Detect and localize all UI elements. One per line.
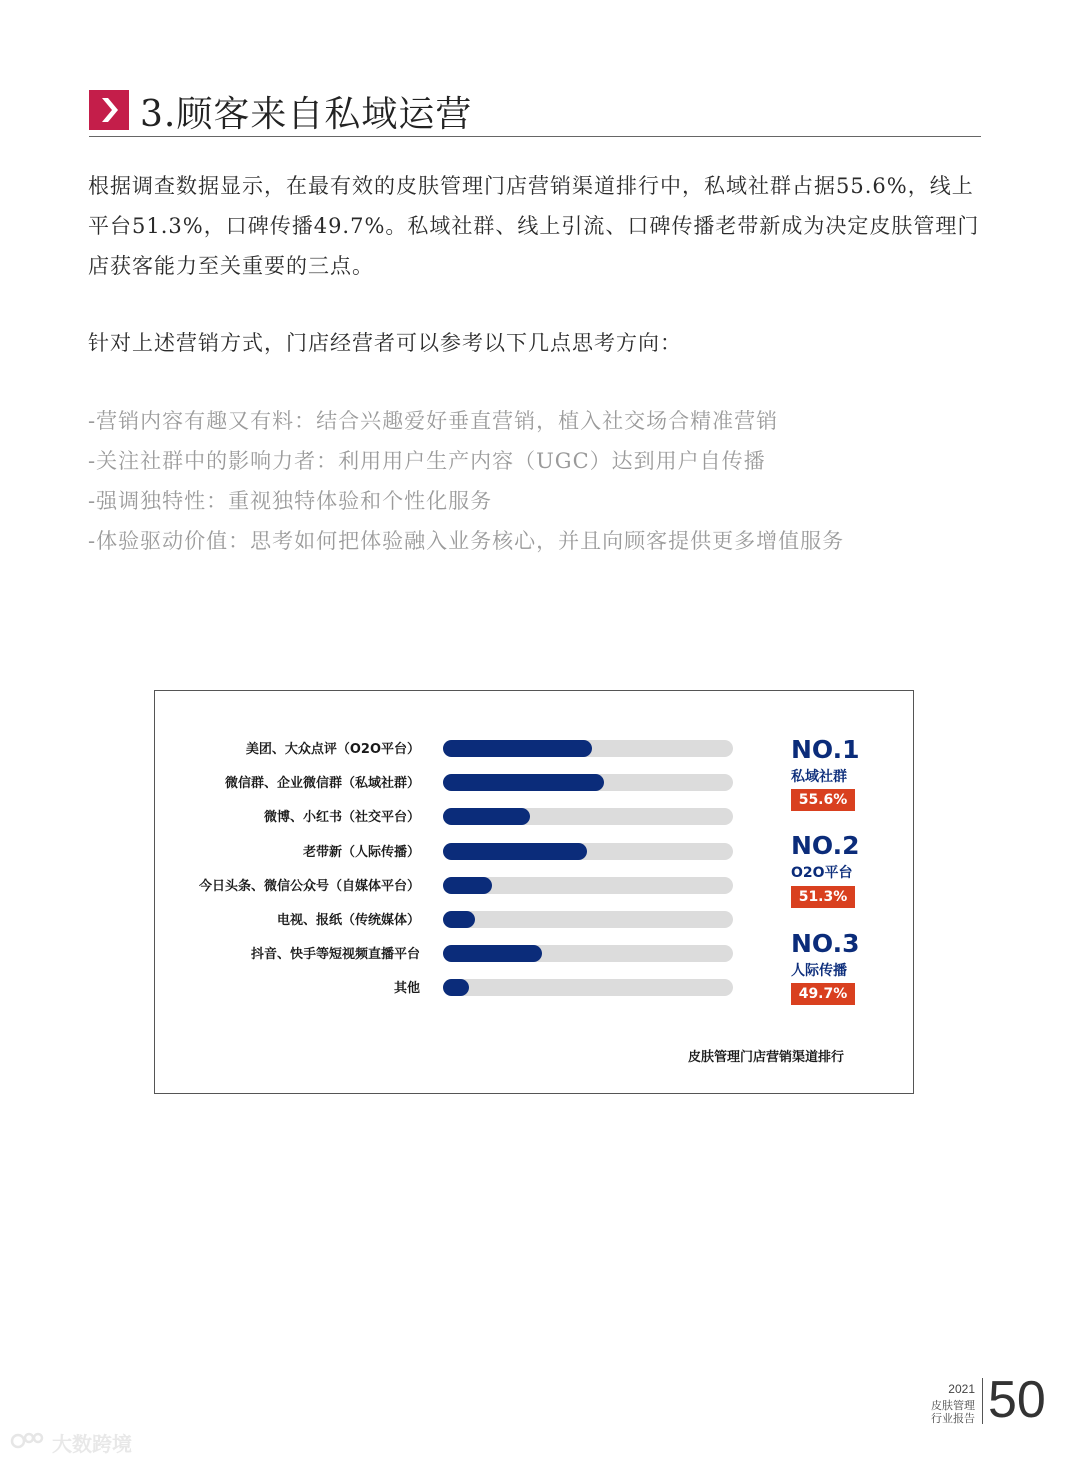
tip-item: -强调独特性：重视独特体验和个性化服务	[88, 489, 493, 513]
bar-track	[443, 843, 733, 860]
title-divider	[89, 136, 981, 137]
rank-1-name: 私域社群	[791, 769, 847, 785]
section-title: 3.顾客来自私域运营	[140, 94, 473, 135]
section-marker-icon	[89, 90, 129, 130]
bar-label: 其他	[393, 981, 420, 997]
rank-3-number: NO.3	[791, 929, 860, 958]
footer-year: 2021	[948, 1382, 975, 1396]
bar	[443, 774, 604, 791]
footer-report-line2: 行业报告	[931, 1412, 975, 1425]
bar-track	[443, 808, 733, 825]
bar	[443, 740, 592, 757]
bar-label: 今日头条、微信公众号（自媒体平台）	[198, 878, 420, 894]
footer-divider	[982, 1378, 983, 1424]
bar-label: 抖音、快手等短视频直播平台	[250, 947, 420, 963]
rank-3-name: 人际传播	[791, 963, 847, 979]
bar-label: 微信群、企业微信群（私域社群）	[224, 776, 420, 792]
bar	[443, 979, 469, 996]
watermark-text: 大数跨境	[52, 1432, 132, 1456]
tips-list	[88, 401, 993, 561]
bar-label: 微博、小红书（社交平台）	[263, 810, 420, 826]
bar	[443, 877, 492, 894]
lead-paragraph: 针对上述营销方式，门店经营者可以参考以下几点思考方向：	[88, 331, 682, 355]
rank-1-number: NO.1	[791, 735, 860, 764]
bar-track	[443, 911, 733, 928]
bar-track	[443, 979, 733, 996]
bar	[443, 843, 587, 860]
intro-paragraph: 根据调查数据显示，在最有效的皮肤管理门店营销渠道排行中，私域社群占据55.6%，线上平台51.3%，口碑传播49.7%。私域社群、线上引流、口碑传播老带新成为决定皮肤管理门店获客能力至关重要的三点。	[88, 174, 980, 278]
bar-track	[443, 945, 733, 962]
chart-title: 皮肤管理门店营销渠道排行	[688, 1050, 845, 1065]
footer-report-line1: 皮肤管理	[931, 1399, 975, 1412]
bar	[443, 945, 542, 962]
rank-2-badge: 51.3%	[791, 886, 855, 908]
tip-item: -关注社群中的影响力者：利用用户生产内容（UGC）达到用户自传播	[88, 449, 766, 473]
rank-2-name: O2O平台	[791, 865, 853, 881]
tip-item: -体验驱动价值：思考如何把体验融入业务核心，并且向顾客提供更多增值服务	[88, 529, 845, 553]
bar-track	[443, 740, 733, 757]
tip-item: -营销内容有趣又有料：结合兴趣爱好垂直营销，植入社交场合精准营销	[88, 409, 779, 433]
bar	[443, 911, 475, 928]
rank-1-badge: 55.6%	[791, 789, 855, 811]
watermark-logo-icon	[10, 1430, 46, 1452]
page-number: 50	[988, 1371, 1046, 1429]
bar-track	[443, 774, 733, 791]
bar-label: 老带新（人际传播）	[302, 844, 420, 860]
bar	[443, 808, 530, 825]
bar-track	[443, 877, 733, 894]
bar-label: 美团、大众点评（O2O平台）	[245, 742, 420, 757]
rank-3-badge: 49.7%	[791, 983, 855, 1005]
bar-label: 电视、报纸（传统媒体）	[276, 913, 420, 928]
rank-2-number: NO.2	[791, 831, 860, 860]
channel-ranking-chart	[154, 690, 914, 1094]
